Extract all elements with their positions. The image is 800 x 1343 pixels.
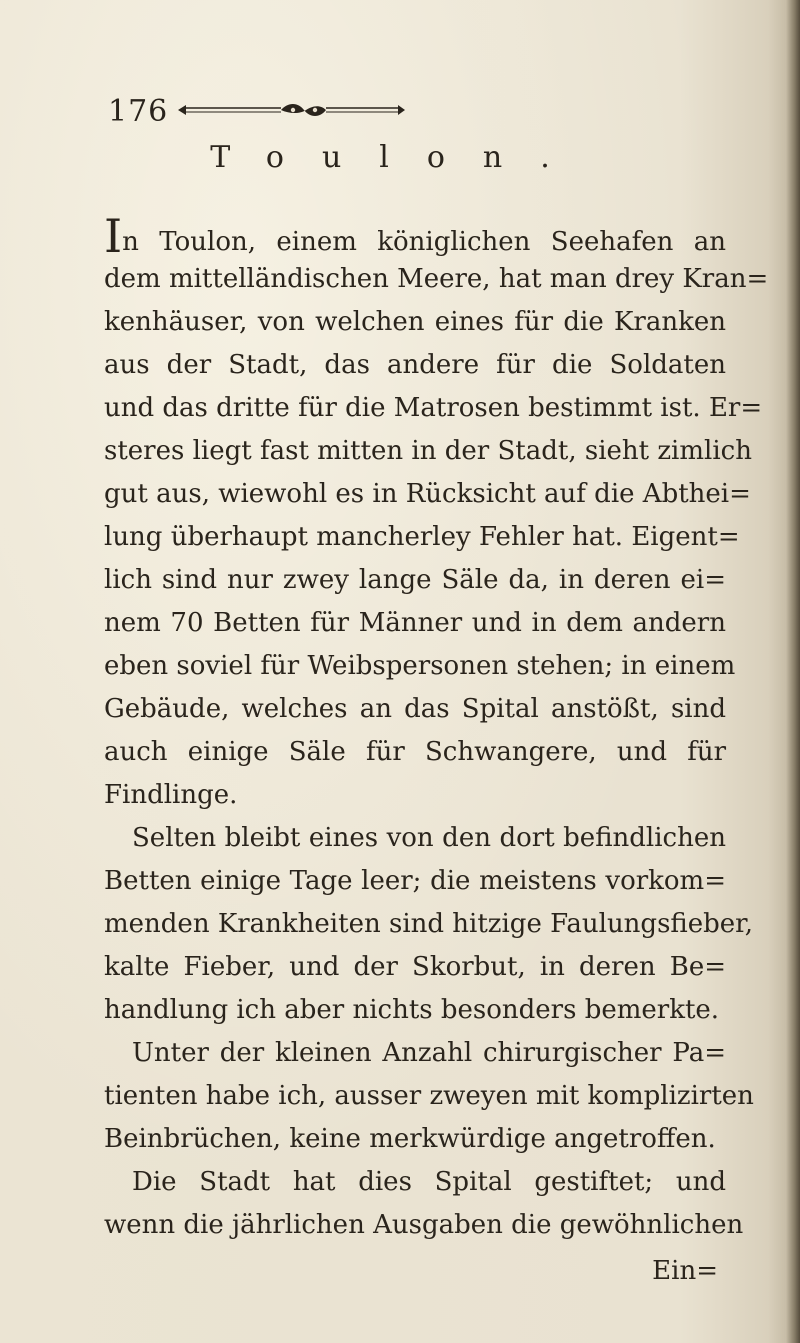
text-line: aus der Stadt, das andere für die Soldaten [104,350,726,380]
text-line: wenn die jährlichen Ausgaben die gewöhnlichen [104,1210,744,1240]
catchword: Ein= [652,1256,718,1286]
text-line: Gebäude, welches an das Spital anstößt, sind [104,694,726,724]
section-title: Toulon. [210,140,588,175]
page-number: 176 [108,94,169,129]
text-line: kenhäuser, von welchen eines für die Kranken [104,307,726,337]
text-line: tienten habe ich, ausser zweyen mit komplizirten [104,1081,754,1111]
text-line: kalte Fieber, und der Skorbut, in deren Be= [104,952,726,982]
text-line: eben soviel für Weibspersonen stehen; in einem [104,651,736,681]
header-ornament-icon [176,100,406,120]
text-line: In Toulon, einem königlichen Seehafen an [104,209,726,263]
text-line: menden Krankheiten sind hitzige Faulungsfieber, [104,909,754,939]
text-line: steres liegt fast mitten in der Stadt, sieht zimlich [104,436,752,466]
text-line: Findlinge. [104,780,238,810]
body-text [104,209,769,1247]
text-line: handlung ich aber nichts besonders bemerkte. [104,995,720,1025]
page-header [108,92,668,132]
paragraph-container [104,209,769,1247]
text-line: Die Stadt hat dies Spital gestiftet; und [132,1167,726,1197]
text-line: Betten einige Tage leer; die meistens vorkom= [104,866,726,896]
text-line: Unter der kleinen Anzahl chirurgischer Pa= [132,1038,726,1068]
text-line: Beinbrüchen, keine merkwürdige angetroffen. [104,1124,716,1154]
page-edge-shadow [786,0,800,1343]
text-line: dem mittelländischen Meere, hat man drey Kran= [104,264,769,294]
text-line: gut aus, wiewohl es in Rücksicht auf die Abthei= [104,479,751,509]
text-line: lung überhaupt mancherley Fehler hat. Eigent= [104,522,740,552]
text-line: auch einige Säle für Schwangere, und für [104,737,726,767]
text-line: lich sind nur zwey lange Säle da, in deren ei= [104,565,726,595]
text-line: Selten bleibt eines von den dort befindlichen [132,823,726,853]
initial-letter: I [104,209,123,263]
text-line: nem 70 Betten für Männer und in dem andern [104,608,726,638]
text-line: und das dritte für die Matrosen bestimmt ist. Er= [104,393,763,423]
